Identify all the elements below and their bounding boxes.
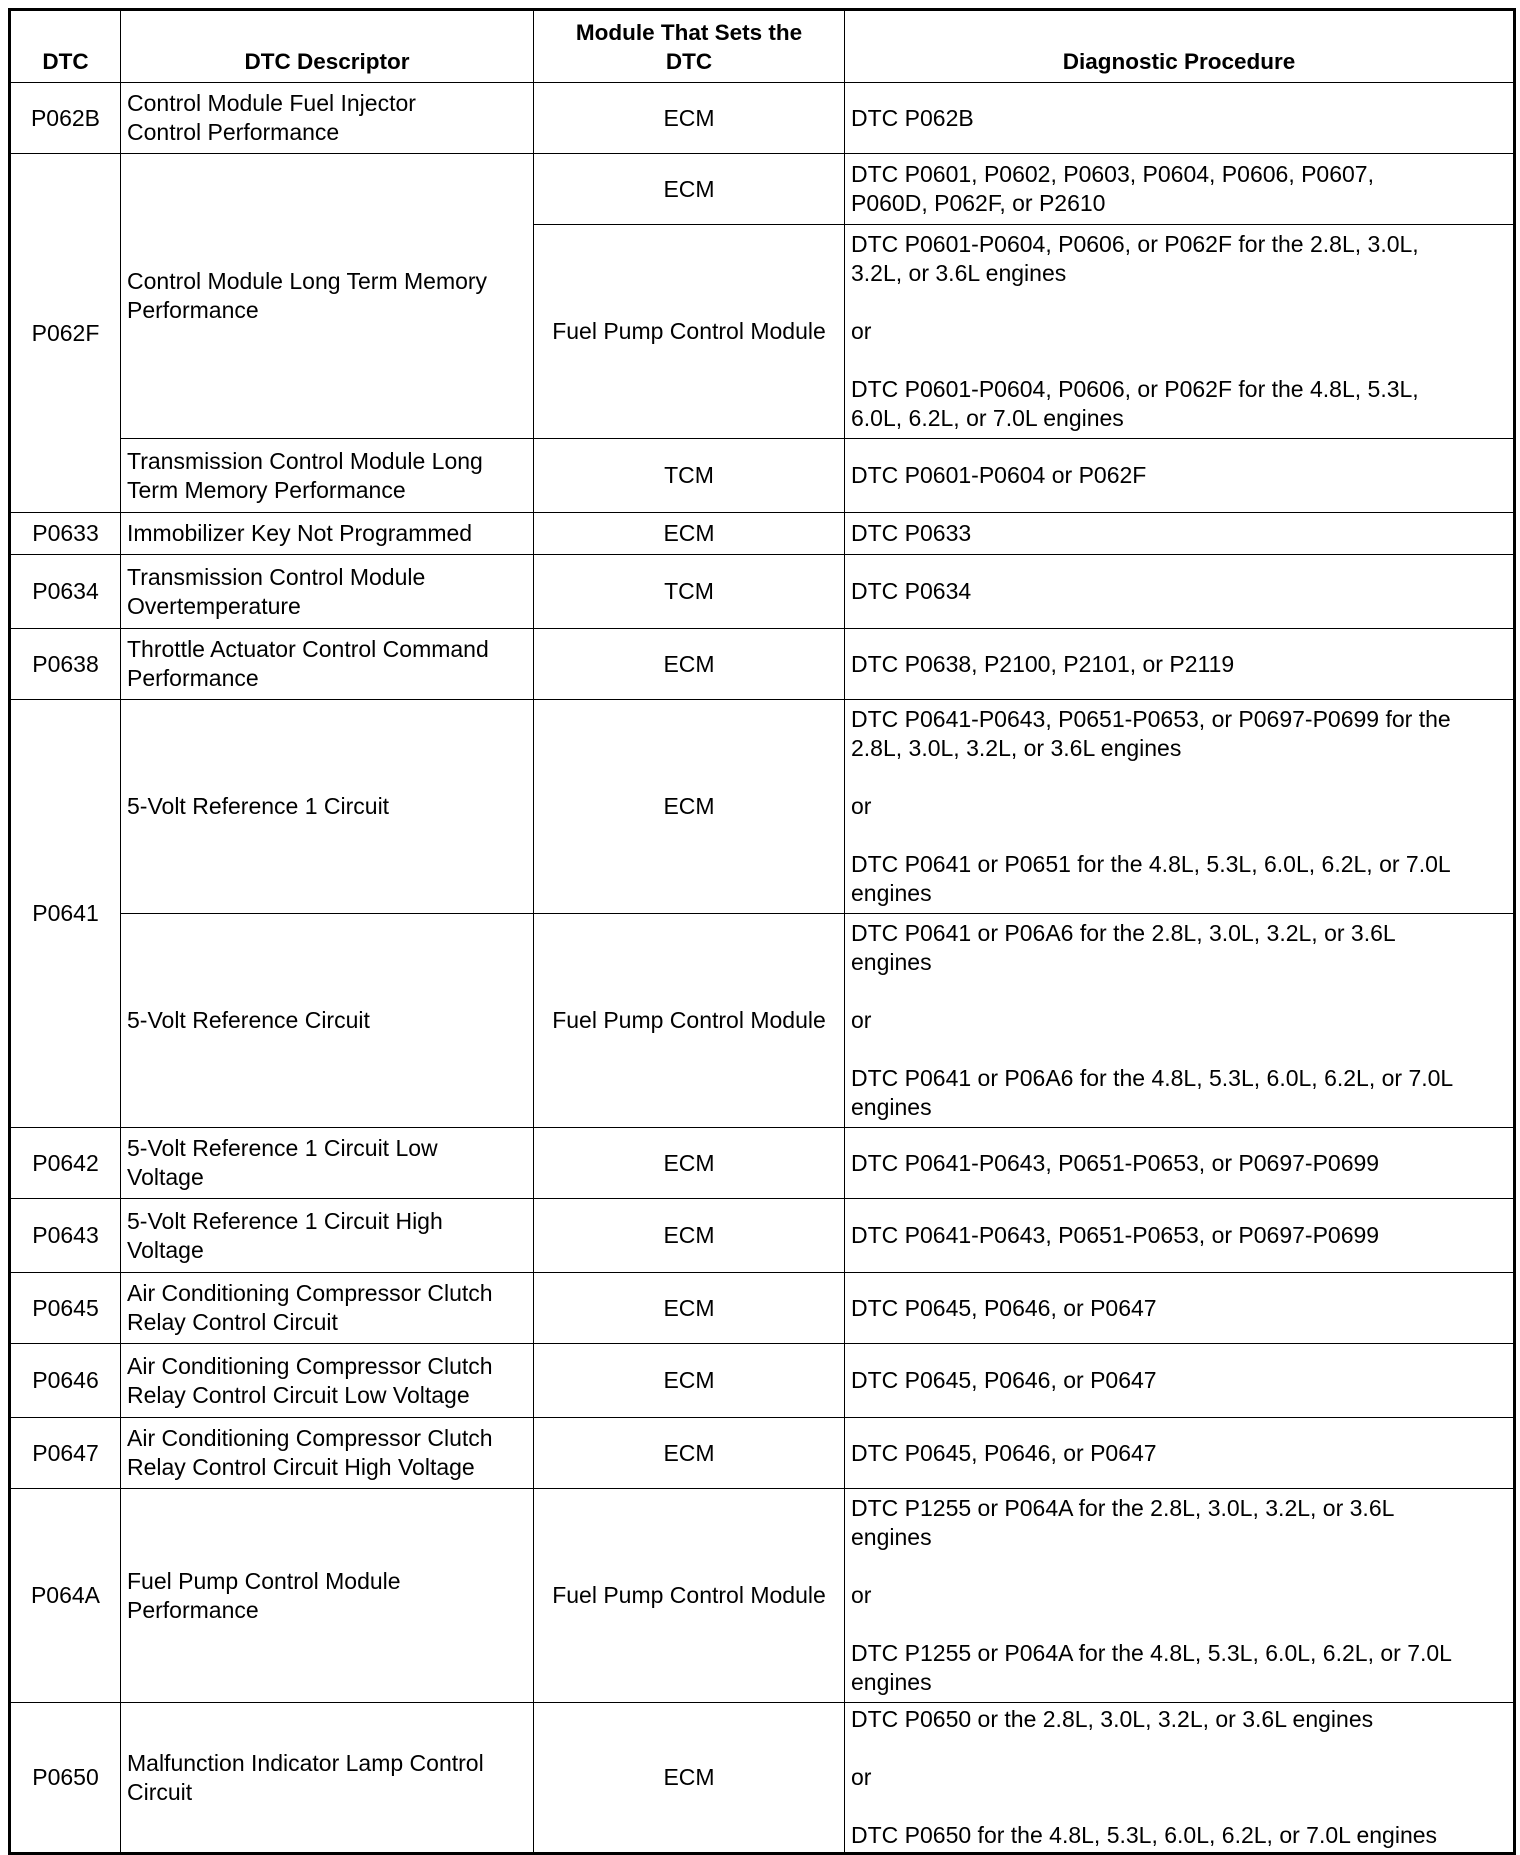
dtc-descriptor: Air Conditioning Compressor Clutch Relay Control Circuit [121, 1273, 534, 1344]
procedure-line: DTC P0633 [851, 520, 972, 546]
procedure-line: or [851, 1764, 872, 1790]
dtc-table [8, 8, 1516, 1855]
diagnostic-procedure [845, 1703, 1515, 1854]
dtc-descriptor: Immobilizer Key Not Programmed [121, 513, 534, 555]
table-row [10, 555, 1515, 629]
setting-module: ECM [534, 1344, 845, 1418]
table-row [10, 1128, 1515, 1199]
setting-module: Fuel Pump Control Module [534, 225, 845, 439]
diagnostic-procedure [845, 83, 1515, 154]
procedure-line: DTC P0634 [851, 578, 972, 604]
diagnostic-procedure [845, 439, 1515, 513]
setting-module: ECM [534, 154, 845, 225]
procedure-line: DTC P0645, P0646, or P0647 [851, 1367, 1157, 1393]
table-row [10, 914, 1515, 1128]
dtc-code: P0642 [10, 1128, 121, 1199]
dtc-descriptor: Air Conditioning Compressor Clutch Relay Control Circuit High Voltage [121, 1418, 534, 1489]
table-row [10, 1489, 1515, 1703]
procedure-line: DTC P0601-P0604, P0606, or P062F for the 4.8L, 5.3L, 6.0L, 6.2L, or 7.0L engines [851, 376, 1419, 431]
table-row [10, 1703, 1515, 1854]
diagnostic-procedure [845, 1344, 1515, 1418]
dtc-descriptor: 5-Volt Reference Circuit [121, 914, 534, 1128]
diagnostic-procedure [845, 1128, 1515, 1199]
dtc-descriptor: 5-Volt Reference 1 Circuit High Voltage [121, 1199, 534, 1273]
dtc-code: P062F [10, 154, 121, 513]
setting-module: ECM [534, 1273, 845, 1344]
dtc-code: P062B [10, 83, 121, 154]
setting-module: Fuel Pump Control Module [534, 914, 845, 1128]
dtc-descriptor: Control Module Fuel Injector Control Performance [121, 83, 534, 154]
table-row [10, 83, 1515, 154]
dtc-descriptor: Control Module Long Term Memory Performance [121, 154, 534, 439]
setting-module: ECM [534, 1199, 845, 1273]
diagnostic-procedure [845, 555, 1515, 629]
dtc-code: P0650 [10, 1703, 121, 1854]
procedure-line: DTC P0638, P2100, P2101, or P2119 [851, 650, 1235, 677]
dtc-descriptor: Throttle Actuator Control Command Performance [121, 629, 534, 700]
setting-module: TCM [534, 555, 845, 629]
setting-module: ECM [534, 513, 845, 555]
dtc-code: P0646 [10, 1344, 121, 1418]
diagnostic-procedure [845, 154, 1515, 225]
header-dtc: DTC [10, 10, 121, 83]
procedure-line: or [851, 793, 872, 819]
diagnostic-procedure [845, 914, 1515, 1128]
dtc-code: P0638 [10, 629, 121, 700]
procedure-line: DTC P0641-P0643, P0651-P0653, or P0697-P0699 [851, 1149, 1380, 1176]
header-procedure: Diagnostic Procedure [845, 10, 1515, 83]
table-row [10, 1273, 1515, 1344]
diagnostic-procedure [845, 629, 1515, 700]
header-descriptor: DTC Descriptor [121, 10, 534, 83]
dtc-code: P0645 [10, 1273, 121, 1344]
dtc-code: P064A [10, 1489, 121, 1703]
dtc-code: P0643 [10, 1199, 121, 1273]
table-row [10, 513, 1515, 555]
procedure-line: DTC P0601, P0602, P0603, P0604, P0606, P0607, P060D, P062F, or P2610 [851, 161, 1374, 216]
dtc-descriptor: 5-Volt Reference 1 Circuit Low Voltage [121, 1128, 534, 1199]
dtc-descriptor: 5-Volt Reference 1 Circuit [121, 700, 534, 914]
setting-module: ECM [534, 1703, 845, 1854]
diagnostic-procedure [845, 1273, 1515, 1344]
dtc-descriptor: Air Conditioning Compressor Clutch Relay Control Circuit Low Voltage [121, 1344, 534, 1418]
table-row [10, 700, 1515, 914]
diagnostic-procedure [845, 700, 1515, 914]
diagnostic-procedure [845, 1418, 1515, 1489]
procedure-line: DTC P1255 or P064A for the 2.8L, 3.0L, 3.2L, or 3.6L engines [851, 1495, 1395, 1550]
table-row [10, 629, 1515, 700]
diagnostic-procedure [845, 1199, 1515, 1273]
dtc-descriptor: Transmission Control Module Long Term Memory Performance [121, 439, 534, 513]
table-row [10, 1199, 1515, 1273]
procedure-line: DTC P0641-P0643, P0651-P0653, or P0697-P0699 for the 2.8L, 3.0L, 3.2L, or 3.6L engines [851, 706, 1451, 761]
setting-module: ECM [534, 83, 845, 154]
setting-module: ECM [534, 1128, 845, 1199]
diagnostic-procedure [845, 1489, 1515, 1703]
dtc-code: P0641 [10, 700, 121, 1128]
procedure-line: DTC P0650 for the 4.8L, 5.3L, 6.0L, 6.2L, or 7.0L engines [851, 1822, 1438, 1848]
procedure-line: DTC P0641 or P06A6 for the 2.8L, 3.0L, 3.2L, or 3.6L engines [851, 920, 1396, 975]
procedure-line: DTC P0645, P0646, or P0647 [851, 1439, 1157, 1466]
procedure-line: DTC P0641 or P0651 for the 4.8L, 5.3L, 6.0L, 6.2L, or 7.0L engines [851, 851, 1451, 906]
table-row [10, 1418, 1515, 1489]
procedure-line: DTC P0645, P0646, or P0647 [851, 1294, 1157, 1321]
procedure-line: or [851, 318, 872, 344]
dtc-code: P0647 [10, 1418, 121, 1489]
dtc-descriptor: Transmission Control Module Overtemperature [121, 555, 534, 629]
setting-module: TCM [534, 439, 845, 513]
setting-module: ECM [534, 700, 845, 914]
procedure-line: DTC P062B [851, 104, 974, 131]
procedure-line: DTC P0601-P0604 or P062F [851, 462, 1147, 488]
procedure-line: or [851, 1582, 872, 1608]
dtc-descriptor: Malfunction Indicator Lamp Control Circuit [121, 1703, 534, 1854]
table-row [10, 154, 1515, 225]
procedure-line: DTC P0650 or the 2.8L, 3.0L, 3.2L, or 3.6L engines [851, 1706, 1374, 1732]
setting-module: Fuel Pump Control Module [534, 1489, 845, 1703]
dtc-code: P0633 [10, 513, 121, 555]
dtc-code: P0634 [10, 555, 121, 629]
header-row [10, 10, 1515, 83]
setting-module: ECM [534, 629, 845, 700]
procedure-line: or [851, 1007, 872, 1033]
diagnostic-procedure [845, 513, 1515, 555]
procedure-line: DTC P1255 or P064A for the 4.8L, 5.3L, 6.0L, 6.2L, or 7.0L engines [851, 1640, 1452, 1695]
header-module: Module That Sets the DTC [534, 10, 845, 83]
procedure-line: DTC P0601-P0604, P0606, or P062F for the 2.8L, 3.0L, 3.2L, or 3.6L engines [851, 231, 1419, 286]
table-row [10, 439, 1515, 513]
dtc-descriptor: Fuel Pump Control Module Performance [121, 1489, 534, 1703]
table-body [10, 83, 1515, 1854]
procedure-line: DTC P0641 or P06A6 for the 4.8L, 5.3L, 6.0L, 6.2L, or 7.0L engines [851, 1065, 1454, 1120]
setting-module: ECM [534, 1418, 845, 1489]
table-row [10, 1344, 1515, 1418]
diagnostic-procedure [845, 225, 1515, 439]
procedure-line: DTC P0641-P0643, P0651-P0653, or P0697-P0699 [851, 1222, 1380, 1248]
